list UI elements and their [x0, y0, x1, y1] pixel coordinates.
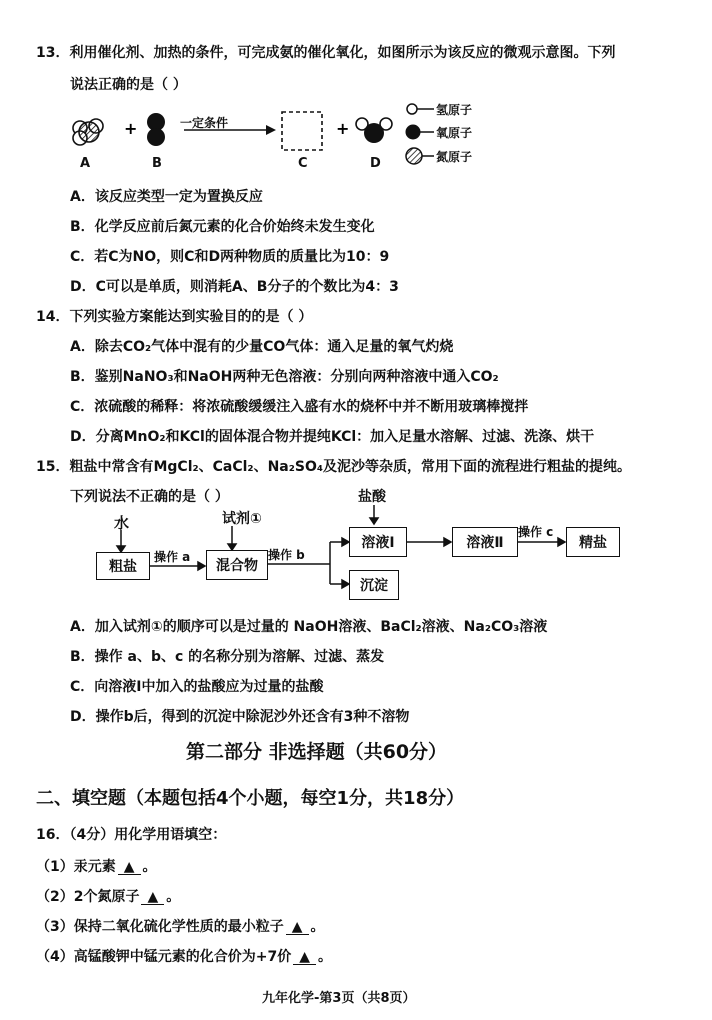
- molecule-b-icon: [147, 113, 165, 146]
- unknown-product-box: [282, 112, 322, 150]
- flow-box-solution-1: 溶液Ⅰ: [349, 527, 407, 557]
- flow-box-precipitate: 沉淀: [349, 570, 399, 600]
- op-c-label: 操作 c: [518, 525, 554, 539]
- q13-option-d: D．C可以是单质，则消耗A、B分子的个数比为4：3: [70, 279, 399, 295]
- q16-item-2: （2）2个氮原子 ▲ 。: [36, 889, 181, 905]
- op-a-label: 操作 a: [154, 550, 191, 564]
- molecule-d-icon: [356, 118, 392, 143]
- q14-option-c: C．浓硫酸的稀释：将浓硫酸缓缓注入盛有水的烧杯中并不断用玻璃棒搅拌: [70, 399, 529, 415]
- input-reagent-label: 试剂①: [222, 511, 262, 527]
- legend-nitrogen: 氮原子: [436, 150, 473, 164]
- q16-item-4: （4）高锰酸钾中锰元素的化合价为+7价 ▲ 。: [36, 949, 332, 965]
- molecule-label-d: D: [370, 156, 381, 171]
- q14-option-b: B．鉴别NaNO₃和NaOH两种无色溶液：分别向两种溶液中通入CO₂: [70, 369, 499, 385]
- plus-sign: +: [124, 119, 138, 138]
- q15-option-a: A．加入试剂①的顺序可以是过量的 NaOH溶液、BaCl₂溶液、Na₂CO₃溶液: [70, 619, 548, 635]
- molecule-label-a: A: [80, 156, 91, 171]
- answer-blank[interactable]: ▲: [293, 950, 316, 965]
- molecule-label-b: B: [152, 156, 162, 171]
- flow-box-refined-salt: 精盐: [566, 527, 620, 557]
- q13-option-c: C．若C为NO，则C和D两种物质的质量比为10：9: [70, 249, 390, 265]
- flow-box-solution-2: 溶液Ⅱ: [452, 527, 518, 557]
- q13-option-a: A．该反应类型一定为置换反应: [70, 189, 263, 205]
- answer-blank[interactable]: ▲: [141, 890, 164, 905]
- q13-option-b: B．化学反应前后氮元素的化合价始终未发生变化: [70, 219, 375, 235]
- op-b-label: 操作 b: [268, 548, 305, 562]
- input-water-label: 水: [114, 514, 130, 532]
- input-hcl-label: 盐酸: [358, 489, 386, 505]
- plus-sign: +: [336, 119, 350, 138]
- q13-stem-line1: 13．利用催化剂、加热的条件，可完成氨的催化氧化，如图所示为该反应的微观示意图。下列: [36, 45, 616, 61]
- q16-item-1: （1）汞元素 ▲ 。: [36, 859, 157, 875]
- q13-stem-line2: 说法正确的是（ ）: [70, 77, 187, 93]
- q15-option-b: B．操作 a、b、c 的名称分别为溶解、过滤、蒸发: [70, 649, 385, 665]
- q14-option-d: D．分离MnO₂和KCl的固体混合物并提纯KCl：加入足量水溶解、过滤、洗涤、烘干: [70, 429, 595, 445]
- legend-hydrogen: 氢原子: [436, 103, 473, 117]
- section2-title: 二、填空题（本题包括4个小题，每空1分，共18分）: [36, 788, 465, 809]
- flow-box-mixture: 混合物: [206, 550, 268, 580]
- legend-oxygen: 氧原子: [436, 126, 473, 140]
- arrow-label: 一定条件: [180, 116, 229, 130]
- q14-option-a: A．除去CO₂气体中混有的少量CO气体：通入足量的氧气灼烧: [70, 339, 454, 355]
- q16-stem: 16．（4分）用化学用语填空：: [36, 827, 227, 843]
- q16-item-3: （3）保持二氧化硫化学性质的最小粒子 ▲ 。: [36, 919, 325, 935]
- legend-icons: [404, 100, 440, 166]
- q15-option-d: D．操作b后，得到的沉淀中除泥沙外还含有3种不溶物: [70, 709, 410, 725]
- page-footer: 九年化学-第3页（共8页）: [262, 991, 416, 1006]
- answer-blank[interactable]: ▲: [118, 860, 141, 875]
- molecule-a-icon: [73, 119, 103, 145]
- q15-stem-line1: 15．粗盐中常含有MgCl₂、CaCl₂、Na₂SO₄及泥沙等杂质，常用下面的流程进行粗盐的提纯。: [36, 459, 631, 475]
- q14-stem: 14．下列实验方案能达到实验目的的是（ ）: [36, 309, 313, 325]
- part2-title: 第二部分 非选择题（共60分）: [186, 741, 448, 763]
- q15-stem-line2: 下列说法不正确的是（ ）: [70, 489, 229, 505]
- molecule-label-c: C: [298, 156, 308, 171]
- flow-box-crude-salt: 粗盐: [96, 552, 150, 580]
- q15-option-c: C．向溶液Ⅰ中加入的盐酸应为过量的盐酸: [70, 679, 324, 695]
- answer-blank[interactable]: ▲: [286, 920, 309, 935]
